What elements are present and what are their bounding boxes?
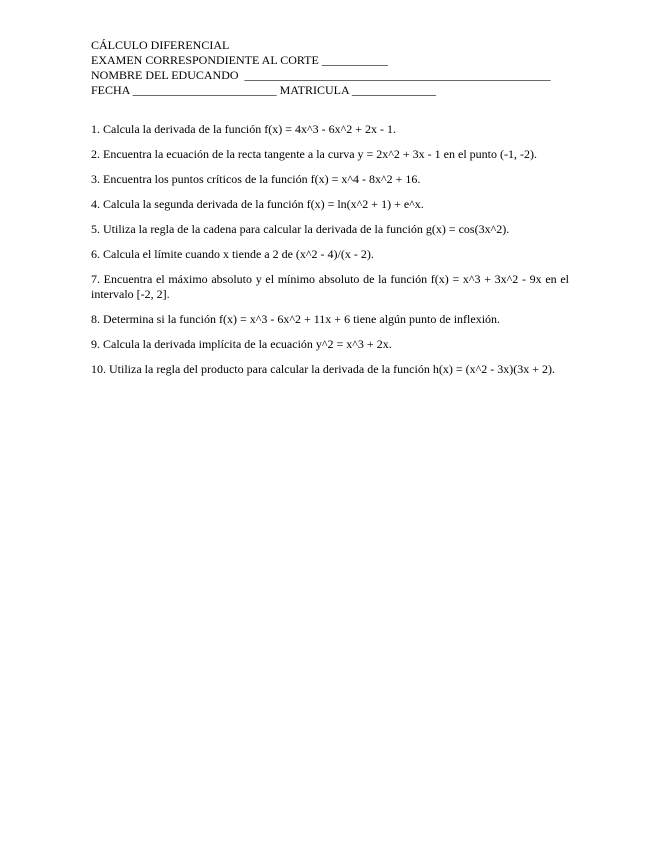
exam-header: [91, 38, 571, 98]
question-list: [91, 122, 569, 387]
question-5: 5. Utiliza la regla de la cadena para calcular la derivada de la función g(x) = cos(3x^2).: [91, 222, 510, 236]
question-4: 4. Calcula la segunda derivada de la función f(x) = ln(x^2 + 1) + e^x.: [91, 197, 424, 211]
date-enrollment-line: FECHA ________________________ MATRICULA ______________: [91, 83, 437, 97]
question-6: 6. Calcula el límite cuando x tiende a 2 de (x^2 - 4)/(x - 2).: [91, 247, 374, 261]
exam-cut-line: EXAMEN CORRESPONDIENTE AL CORTE ___________: [91, 53, 388, 67]
question-7: 7. Encuentra el máximo absoluto y el mínimo absoluto de la función f(x) = x^3 + 3x^2 - 9x en el intervalo [-2, 2].: [91, 272, 569, 301]
course-title: CÁLCULO DIFERENCIAL: [91, 38, 230, 52]
question-2: 2. Encuentra la ecuación de la recta tangente a la curva y = 2x^2 + 3x - 1 en el punto (-1, -2).: [91, 147, 537, 161]
question-1: 1. Calcula la derivada de la función f(x) = 4x^3 - 6x^2 + 2x - 1.: [91, 122, 397, 136]
question-10: 10. Utiliza la regla del producto para calcular la derivada de la función h(x) = (x^2 - 3x)(3x + 2).: [91, 362, 555, 376]
student-name-line: NOMBRE DEL EDUCANDO ___________________________________________________: [91, 68, 551, 82]
question-3: 3. Encuentra los puntos críticos de la función f(x) = x^4 - 8x^2 + 16.: [91, 172, 421, 186]
question-8: 8. Determina si la función f(x) = x^3 - 6x^2 + 11x + 6 tiene algún punto de inflexión.: [91, 312, 501, 326]
question-9: 9. Calcula la derivada implícita de la ecuación y^2 = x^3 + 2x.: [91, 337, 392, 351]
